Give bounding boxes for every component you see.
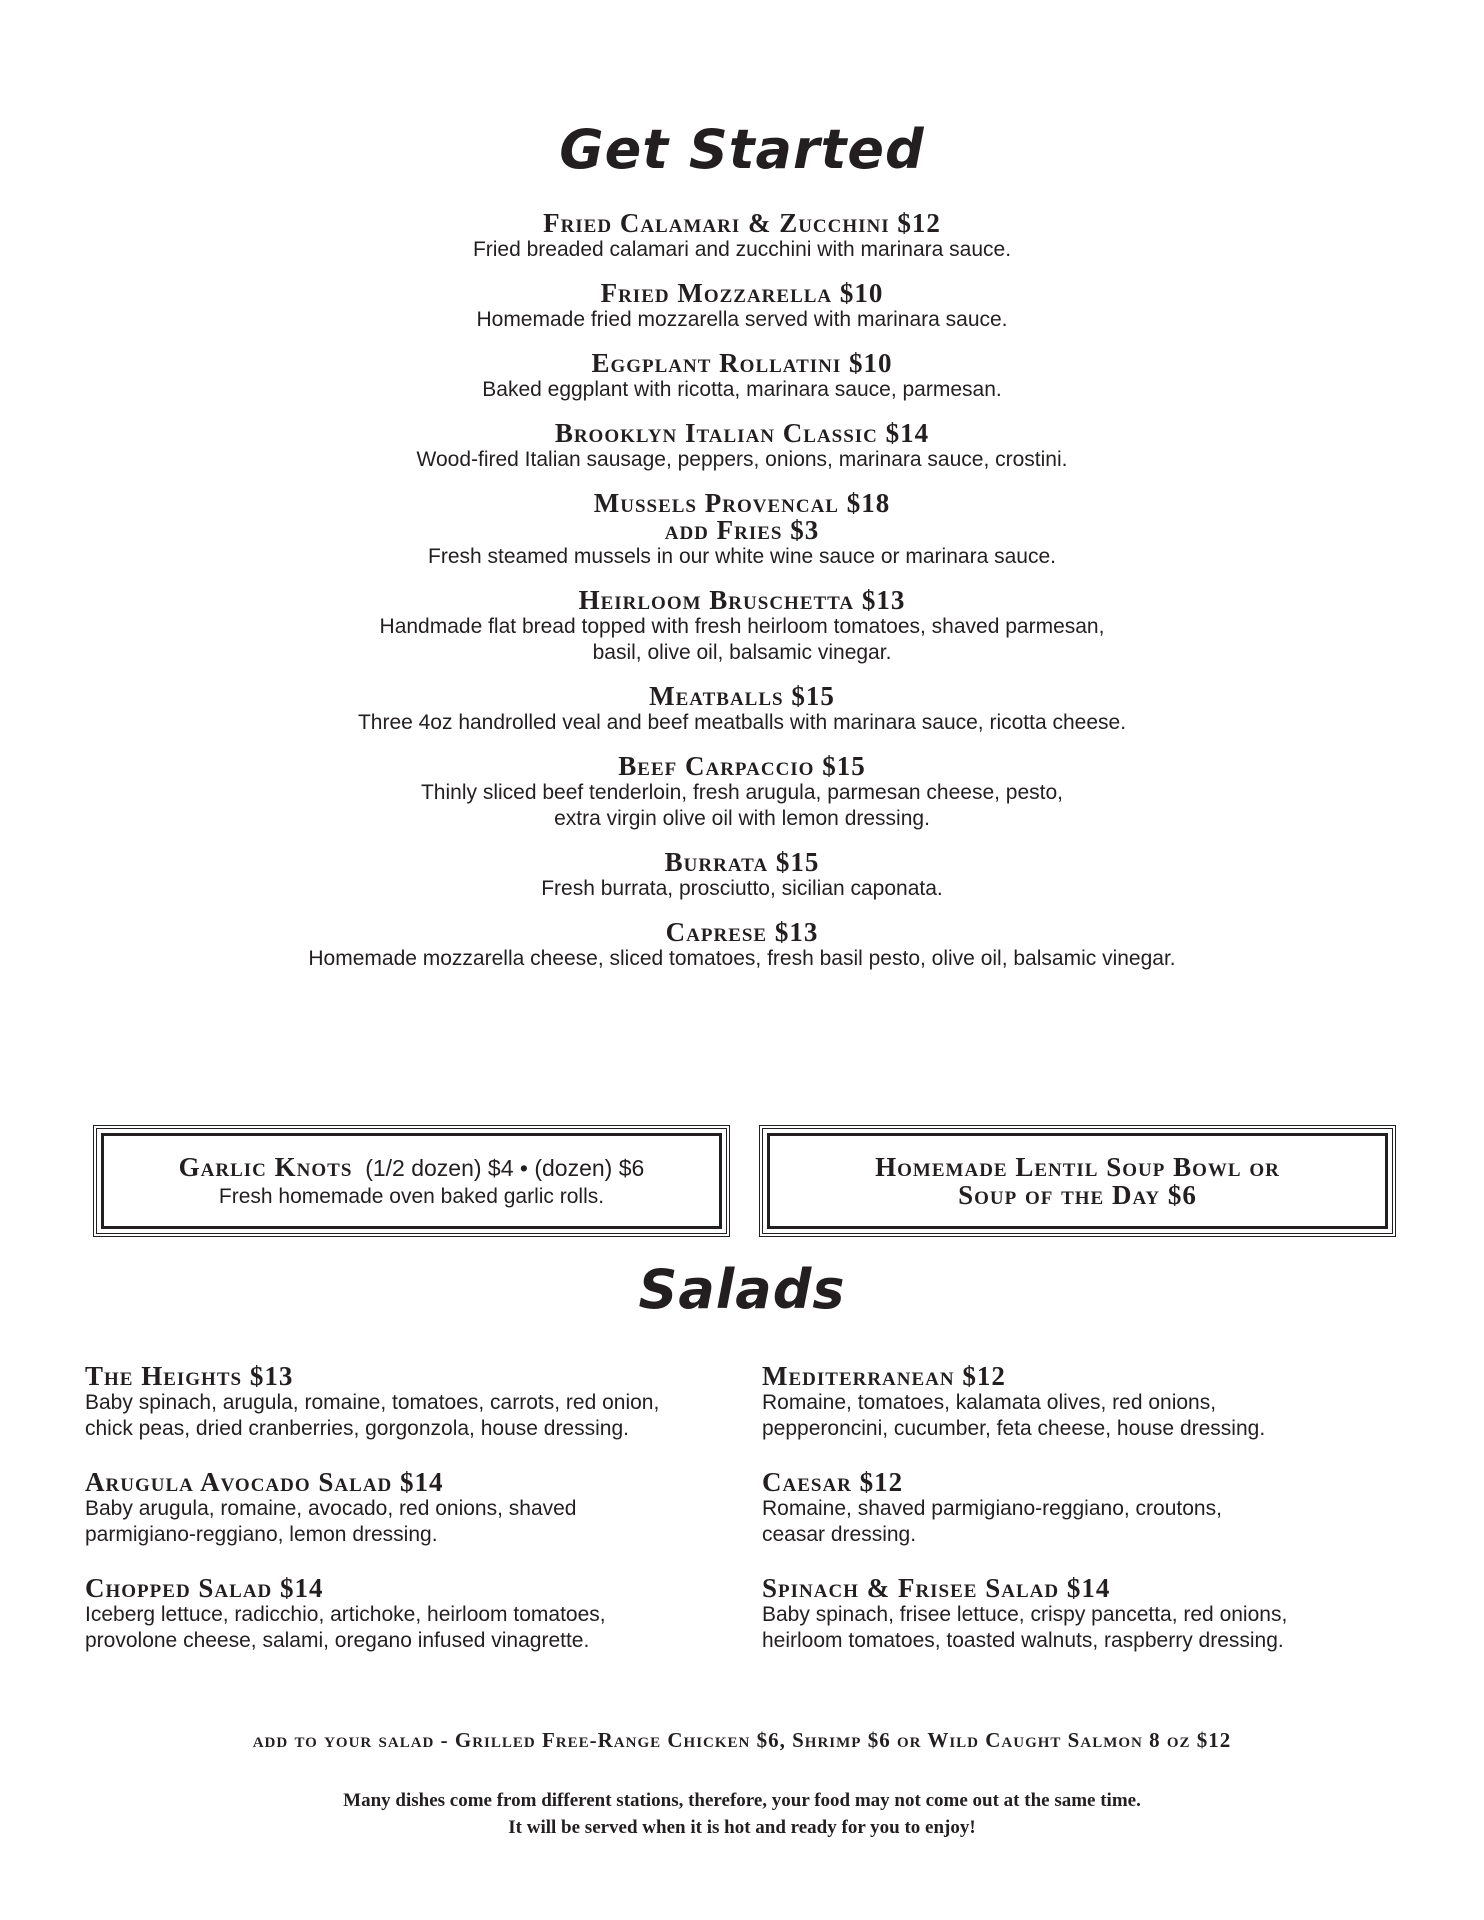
salad-description: Romaine, shaved parmigiano-reggiano, croutons, bbox=[762, 1497, 1222, 1520]
salad-item bbox=[762, 1574, 1402, 1654]
item-name: Eggplant Rollatini $10 bbox=[591, 348, 893, 378]
item-name: Caprese $13 bbox=[665, 917, 819, 947]
item-name: Fried Calamari & Zucchini $12 bbox=[543, 208, 941, 238]
item-name: Burrata $15 bbox=[664, 847, 820, 877]
service-notice-line-2: It will be served when it is hot and ready for you to enjoy! bbox=[508, 1817, 976, 1838]
item-description: Wood-fired Italian sausage, peppers, onions, marinara sauce, crostini. bbox=[416, 448, 1068, 471]
service-notice bbox=[0, 1787, 1484, 1841]
item-description: basil, olive oil, balsamic vinegar. bbox=[592, 641, 892, 664]
item-description: Three 4oz handrolled veal and beef meatballs with marinara sauce, ricotta cheese. bbox=[357, 711, 1127, 734]
salad-description: Baby spinach, frisee lettuce, crispy pancetta, red onions, bbox=[762, 1603, 1288, 1626]
item-description: extra virgin olive oil with lemon dressing. bbox=[554, 807, 930, 830]
salad-description: heirloom tomatoes, toasted walnuts, raspberry dressing. bbox=[762, 1629, 1284, 1652]
garlic-knots-box-inner bbox=[101, 1133, 722, 1229]
salads-left-column bbox=[85, 1362, 725, 1680]
salad-item bbox=[85, 1362, 725, 1442]
garlic-knots-box bbox=[93, 1125, 730, 1237]
salad-description: provolone cheese, salami, oregano infused vinagrette. bbox=[85, 1629, 590, 1652]
item-description: Homemade mozzarella cheese, sliced tomatoes, fresh basil pesto, olive oil, balsamic vinegar. bbox=[308, 947, 1176, 970]
soup-box bbox=[759, 1125, 1396, 1237]
item-description: Fresh burrata, prosciutto, sicilian caponata. bbox=[541, 877, 943, 900]
menu-item bbox=[0, 280, 1484, 333]
salad-description: Iceberg lettuce, radicchio, artichoke, heirloom tomatoes, bbox=[85, 1603, 606, 1626]
item-description: Baked eggplant with ricotta, marinara sauce, parmesan. bbox=[482, 378, 1002, 401]
item-name: Meatballs $15 bbox=[649, 681, 835, 711]
salad-item bbox=[762, 1468, 1402, 1548]
salad-item bbox=[85, 1468, 725, 1548]
salad-description: parmigiano-reggiano, lemon dressing. bbox=[85, 1523, 438, 1546]
item-name: Brooklyn Italian Classic $14 bbox=[554, 418, 930, 448]
salad-name: The Heights $13 bbox=[85, 1361, 294, 1391]
featured-boxes bbox=[93, 1125, 1400, 1229]
salad-item bbox=[762, 1362, 1402, 1442]
menu-item bbox=[0, 683, 1484, 736]
item-description: Homemade fried mozzarella served with marinara sauce. bbox=[476, 308, 1008, 331]
menu-item bbox=[0, 490, 1484, 570]
item-name: Beef Carpaccio $15 bbox=[618, 751, 866, 781]
menu-item bbox=[0, 919, 1484, 972]
salad-description: chick peas, dried cranberries, gorgonzola, house dressing. bbox=[85, 1417, 629, 1440]
salad-name: Mediterranean $12 bbox=[762, 1361, 1006, 1391]
salads-title: Salads bbox=[638, 1258, 846, 1321]
item-description: Handmade flat bread topped with fresh heirloom tomatoes, shaved parmesan, bbox=[379, 615, 1105, 638]
salad-description: ceasar dressing. bbox=[762, 1523, 917, 1546]
item-name: Heirloom Bruschetta $13 bbox=[578, 585, 906, 615]
garlic-knots-name: Garlic Knots bbox=[178, 1151, 353, 1182]
salad-name: Caesar $12 bbox=[762, 1467, 904, 1497]
salad-description: Baby spinach, arugula, romaine, tomatoes, carrots, red onion, bbox=[85, 1391, 660, 1414]
garlic-knots-description: Fresh homemade oven baked garlic rolls. bbox=[218, 1184, 605, 1208]
soup-line-1: Homemade Lentil Soup Bowl or bbox=[875, 1152, 1280, 1182]
soup-box-inner bbox=[767, 1133, 1388, 1229]
item-description: Thinly sliced beef tenderloin, fresh arugula, parmesan cheese, pesto, bbox=[420, 781, 1064, 804]
menu-item bbox=[0, 753, 1484, 832]
salad-description: Romaine, tomatoes, kalamata olives, red onions, bbox=[762, 1391, 1217, 1414]
item-name: Mussels Provencal $18 bbox=[593, 488, 891, 518]
starters-list bbox=[0, 210, 1484, 989]
salad-item bbox=[85, 1574, 725, 1654]
salad-name: Spinach & Frisee Salad $14 bbox=[762, 1573, 1111, 1603]
salad-addon-note: add to your salad - Grilled Free-Range Chicken $6, Shrimp $6 or Wild Caught Salmon 8 oz $12 bbox=[252, 1728, 1232, 1752]
salad-name: Chopped Salad $14 bbox=[85, 1573, 324, 1603]
salad-description: pepperoncini, cucumber, feta cheese, house dressing. bbox=[762, 1417, 1266, 1440]
salad-description: Baby arugula, romaine, avocado, red onions, shaved bbox=[85, 1497, 577, 1520]
item-description: Fried breaded calamari and zucchini with marinara sauce. bbox=[472, 238, 1012, 261]
menu-item bbox=[0, 587, 1484, 666]
item-description: Fresh steamed mussels in our white wine sauce or marinara sauce. bbox=[428, 545, 1056, 568]
garlic-knots-heading bbox=[179, 1152, 645, 1183]
item-addon: add Fries $3 bbox=[664, 515, 820, 545]
menu-item bbox=[0, 420, 1484, 473]
service-notice-line-1: Many dishes come from different stations, therefore, your food may not come out at the same time. bbox=[343, 1790, 1141, 1811]
garlic-knots-prices: (1/2 dozen) $4 • (dozen) $6 bbox=[365, 1154, 645, 1181]
salads-right-column bbox=[762, 1362, 1402, 1680]
soup-line-2: Soup of the Day $6 bbox=[958, 1180, 1197, 1210]
get-started-title: Get Started bbox=[559, 118, 925, 181]
salad-name: Arugula Avocado Salad $14 bbox=[85, 1467, 444, 1497]
item-name: Fried Mozzarella $10 bbox=[600, 278, 884, 308]
menu-item bbox=[0, 849, 1484, 902]
menu-item bbox=[0, 350, 1484, 403]
menu-item bbox=[0, 210, 1484, 263]
